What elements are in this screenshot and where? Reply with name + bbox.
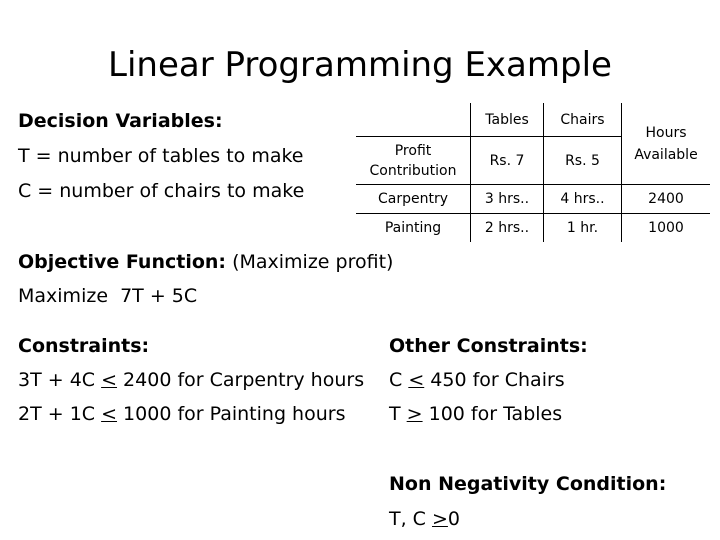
row-label-profit [356,137,471,185]
row-label-profit-text: Profit Contribution [369,142,457,179]
constraint-chairs-rhs: 450 for Chairs [424,369,565,391]
row-label-painting: Painting [356,214,471,243]
greater-equal-symbol: > [406,403,423,425]
less-equal-symbol: < [101,369,118,391]
constraint-tables-lhs: T [389,403,407,425]
objective-expression: Maximize 7T + 5C [18,285,198,307]
header-hours-available [622,103,711,185]
cell-profit-chairs: Rs. 5 [544,137,622,185]
non-negativity-lhs: T, C [389,508,432,530]
constraint-painting [18,403,345,425]
less-equal-symbol: < [101,403,118,425]
resource-table [356,103,710,242]
table-corner-cell [356,103,471,137]
constraint-carpentry-rhs: 2400 for Carpentry hours [117,369,365,391]
objective-line [18,251,393,273]
header-tables: Tables [471,103,544,137]
cell-painting-tables: 2 hrs.. [471,214,544,243]
non-negativity-heading: Non Negativity Condition: [389,473,667,495]
table-header-row [356,103,710,137]
objective-heading: Objective Function: [18,251,227,273]
constraint-tables-rhs: 100 for Tables [422,403,563,425]
header-chairs: Chairs [544,103,622,137]
cell-profit-tables: Rs. 7 [471,137,544,185]
cell-painting-chairs: 1 hr. [544,214,622,243]
objective-note: (Maximize profit) [232,251,394,273]
other-constraints-heading: Other Constraints: [389,335,588,357]
greater-equal-symbol: > [432,508,448,530]
constraint-chairs [389,369,565,391]
cell-painting-hours: 1000 [648,220,684,236]
constraint-tables [389,403,562,425]
less-equal-symbol: < [408,369,425,391]
table-row [356,214,710,243]
cell-carpentry-tables: 3 hrs.. [471,185,544,214]
cell-carpentry-hours: 2400 [622,185,711,214]
header-hours-available-label: Hours Available [634,124,698,163]
decision-variable-t: T = number of tables to make [18,145,304,167]
constraint-carpentry-lhs: 3T + 4C [18,369,102,391]
non-negativity-condition [389,508,460,530]
constraint-painting-lhs: 2T + 1C [18,403,102,425]
decision-variables-heading: Decision Variables: [18,110,223,132]
row-label-carpentry: Carpentry [356,185,471,214]
non-negativity-rhs: 0 [447,508,461,530]
page-title: Linear Programming Example [108,45,612,85]
cell-carpentry-chairs: 4 hrs.. [544,185,622,214]
constraint-carpentry [18,369,364,391]
constraint-painting-rhs: 1000 for Painting hours [117,403,346,425]
constraint-chairs-lhs: C [389,369,409,391]
decision-variable-c: C = number of chairs to make [18,180,305,202]
constraints-heading: Constraints: [18,335,150,357]
table-row [356,185,710,214]
